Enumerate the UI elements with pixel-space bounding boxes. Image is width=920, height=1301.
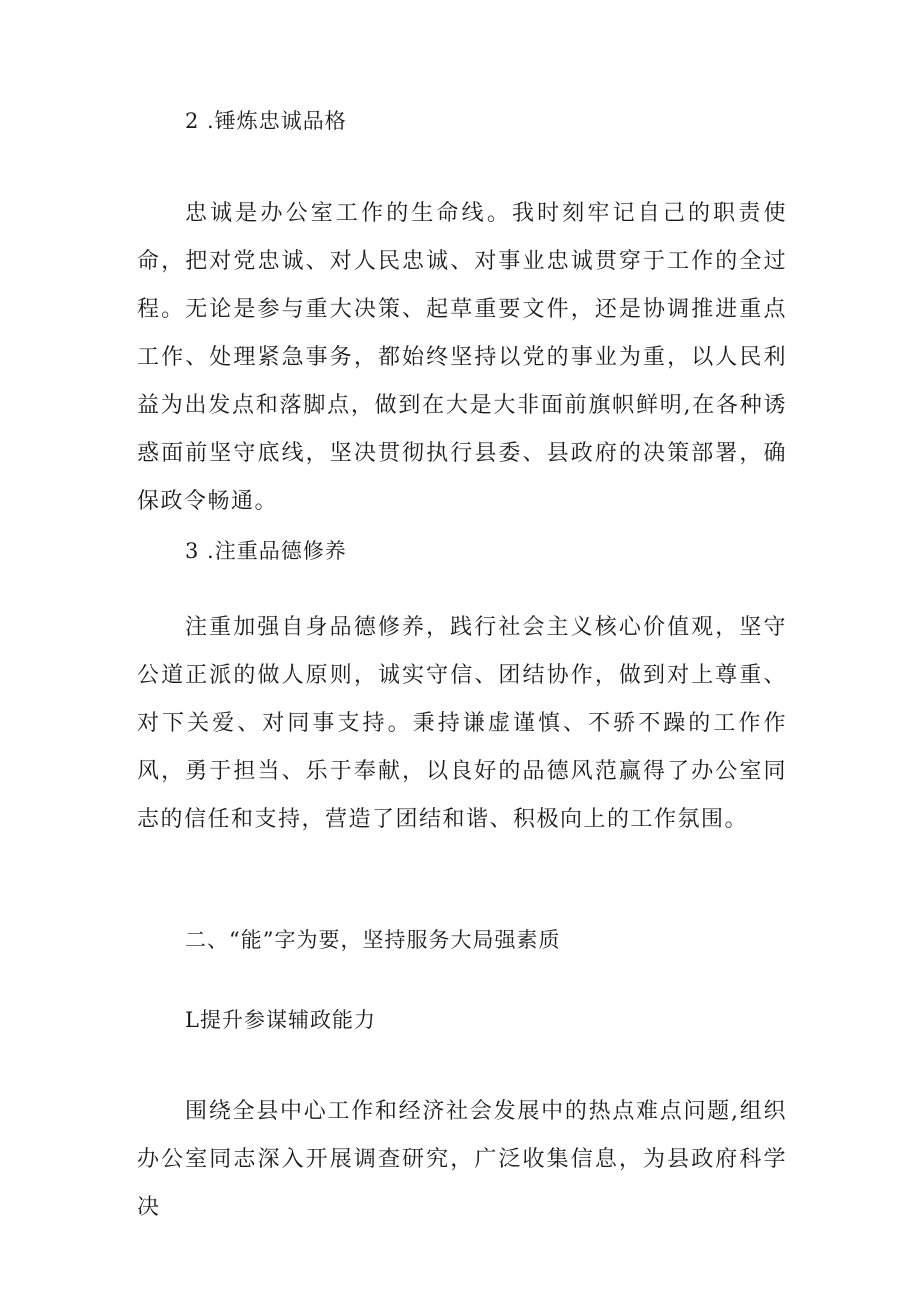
paragraph-morality: 注重加强自身品德修养，践行社会主义核心价值观，坚守公道正派的做人原则，诚实守信、团结协作，做到对上尊重、对下关爱、对同事支持。秉持谦虚谨慎、不骄不躁的工作作风，勇于担当、乐于奉献，以良好的品德风范赢得了办公室同志的信任和支持，营造了团结和谐、积极向上的工作氛围。 [137, 615, 787, 832]
section-heading-loyalty: 2 .锤炼忠诚品格 [185, 109, 347, 133]
paragraph-advisory: 围绕全县中心工作和经济社会发展中的热点难点问题,组织办公室同志深入开展调查研究，广泛收集信息，为县政府科学决 [137, 1099, 787, 1220]
section-heading-morality: 3 .注重品德修养 [185, 539, 347, 563]
section-heading-advisory: L提升参谋辅政能力 [185, 1008, 376, 1032]
chapter-heading-ability: 二、“能”字为要，坚持服务大局强素质 [185, 928, 561, 952]
paragraph-loyalty: 忠诚是办公室工作的生命线。我时刻牢记自己的职责使命，把对党忠诚、对人民忠诚、对事业忠诚贯穿于工作的全过程。无论是参与重大决策、起草重要文件，还是协调推进重点工作、处理紧急事务，都始终坚持以党的事业为重，以人民利益为出发点和落脚点，做到在大是大非面前旗帜鲜明,在各种诱惑面前坚守底线，坚决贯彻执行县委、县政府的决策部署，确保政令畅通。 [137, 201, 787, 514]
